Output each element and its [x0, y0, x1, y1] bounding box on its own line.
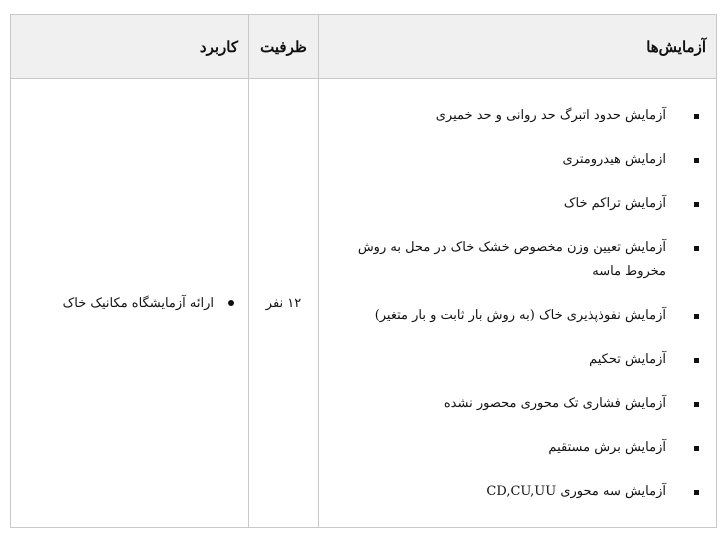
list-item: آزمایش نفوذپذیری خاک (به روش بار ثابت و بار متغیر)	[328, 304, 699, 328]
tests-list	[320, 94, 715, 512]
bullet-square-icon	[694, 114, 699, 119]
usage-text: ارائه آزمایشگاه مکانیک خاک	[62, 295, 214, 311]
usage-item	[25, 296, 234, 311]
list-item: آزمایش تعیین وزن مخصوص خشک خاک در محل به روش مخروط ماسه	[328, 236, 699, 284]
tests-cell	[319, 79, 717, 528]
lab-table	[10, 14, 717, 528]
bullet-square-icon	[694, 246, 699, 251]
bullet-square-icon	[694, 402, 699, 407]
table-row	[11, 79, 717, 528]
bullet-dot-icon	[228, 300, 234, 306]
header-tests: آزمایش‌ها	[319, 15, 717, 79]
header-usage: کاربرد	[11, 15, 249, 79]
bullet-square-icon	[694, 314, 699, 319]
list-item: آزمایش برش مستقیم	[328, 436, 699, 460]
list-item: آزمایش سه محوری CD,CU,UU	[328, 480, 699, 504]
header-capacity: ظرفیت	[249, 15, 319, 79]
header-row	[11, 15, 717, 79]
bullet-square-icon	[694, 158, 699, 163]
capacity-cell: ۱۲ نفر	[249, 79, 319, 528]
bullet-square-icon	[694, 202, 699, 207]
usage-cell	[11, 79, 249, 528]
list-item: آزمایش تراکم خاک	[328, 192, 699, 216]
bullet-square-icon	[694, 358, 699, 363]
list-item: آزمایش حدود اتبرگ حد روانی و حد خمیری	[328, 104, 699, 128]
list-item: آزمایش تحکیم	[328, 348, 699, 372]
list-item: آزمایش فشاری تک محوری محصور نشده	[328, 392, 699, 416]
bullet-square-icon	[694, 490, 699, 495]
bullet-square-icon	[694, 446, 699, 451]
list-item: ازمایش هیدرومتری	[328, 148, 699, 172]
